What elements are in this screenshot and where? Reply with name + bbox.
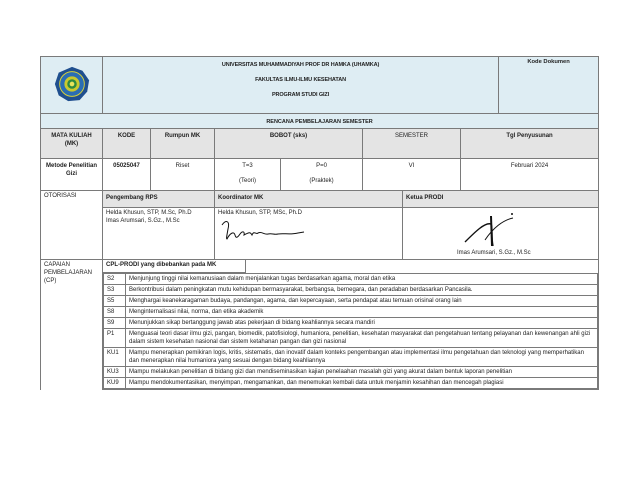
cpl-row [104, 329, 598, 348]
cpl-label: CPL-PRODI yang dibebankan pada MK [103, 260, 246, 273]
cpl-code: P1 [104, 329, 126, 348]
cpl-text: Mampu melakukan penelitian di bidang gizi dan mendiseminasikan kajian penelaahan masalah gizi yang akurat dalam bentuk laporan penelitian [126, 367, 598, 378]
doc-title: RENCANA PEMBELAJARAN SEMESTER [41, 114, 599, 129]
learning-outcomes-row [41, 260, 599, 390]
cpl-text: Menginternalisasi nilai, norma, dan etika akademik [126, 307, 598, 318]
cpl-row [104, 274, 598, 285]
learning-outcomes-label: CAPAIAN PEMBELAJARAN (CP) [41, 260, 103, 390]
university-name: UNIVERSITAS MUHAMMADIYAH PROF DR HAMKA (UHAMKA) [221, 62, 380, 68]
semester-value: VI [363, 159, 461, 191]
cpl-row [104, 318, 598, 329]
cpl-text: Menjunjung tinggi nilai kemanusiaan dalam menjalankan tugas berdasarkan agama, moral dan etika [126, 274, 598, 285]
institution-header [103, 57, 499, 114]
date-value: Februari 2024 [461, 159, 599, 191]
theory-label: (Teori) [238, 178, 256, 184]
authorization-label: OTORISASI [41, 191, 103, 260]
cpl-code: S3 [104, 285, 126, 296]
logo-cell [41, 57, 103, 114]
cpl-code: S9 [104, 318, 126, 329]
developer-1: Helda Khusun, STP, M.Sc, Ph.D [106, 210, 192, 216]
doc-code-cell [499, 57, 599, 114]
course-header-row [41, 129, 599, 159]
doc-code-label: Kode Dokumen [527, 59, 570, 65]
course-name: Metode Penelitian Gizi [41, 159, 103, 191]
cpl-code: S2 [104, 274, 126, 285]
course-cluster: Riset [151, 159, 215, 191]
cpl-list [103, 273, 598, 389]
course-header: MATA KULIAH (MK) [41, 129, 103, 159]
developer-2: Imas Arumsari, S.Gz., M.Sc [106, 218, 180, 224]
cpl-text: Mampu mendokumentasikan, menyimpan, mengamankan, dan menemukan kembali data untuk menjamin kesahihan dan mencegah plagiasi [126, 378, 598, 389]
cpl-text: Menunjukkan sikap bertanggung jawab atas pekerjaan di bidang keahliannya secara mandiri [126, 318, 598, 329]
theory-credits [215, 159, 281, 191]
head-cell [403, 208, 599, 260]
developers-cell [103, 208, 215, 260]
cpl-row [104, 348, 598, 367]
cpl-row [104, 378, 598, 389]
cpl-row [104, 367, 598, 378]
cpl-code: KU1 [104, 348, 126, 367]
date-header: Tgl Penyusunan [461, 129, 599, 159]
coordinator-label: Koordinator MK [215, 191, 403, 208]
head-name: Imas Arumsari, S.Gz., M.Sc [457, 250, 531, 256]
cpl-text: Menghargai keanekaragaman budaya, pandangan, agama, dan kepercayaan, serta pendapat atau temuan orisinal orang lain [126, 296, 598, 307]
course-code: 05025047 [103, 159, 151, 191]
credits-header: BOBOT (sks) [215, 129, 363, 159]
cpl-code: S8 [104, 307, 126, 318]
university-logo-icon [53, 65, 91, 103]
semester-header: SEMESTER [363, 129, 461, 159]
cpl-text: Mampu menerapkan pemikiran logis, kritis, sistematis, dan inovatif dalam konteks pengembangan atau implementasi ilmu pengetahuan dan teknologi yang memperhatikan dan menerapkan nilai humaniora yang sesuai dengan bidang keahliannya [126, 348, 598, 367]
program-name: PROGRAM STUDI GIZI [271, 92, 330, 98]
faculty-name: FAKULTAS ILMU-ILMU KESEHATAN [255, 77, 346, 83]
doc-title-row [41, 114, 599, 129]
practice-value: P=0 [316, 163, 327, 169]
cpl-cell [103, 260, 599, 390]
cpl-row [104, 285, 598, 296]
head-label: Ketua PRODI [403, 191, 599, 208]
header-row [41, 57, 599, 114]
cpl-code: KU9 [104, 378, 126, 389]
head-signature-icon [455, 210, 525, 250]
cluster-header: Rumpun MK [151, 129, 215, 159]
cpl-row [104, 307, 598, 318]
rps-document [40, 56, 598, 390]
practice-credits [281, 159, 363, 191]
theory-value: T=3 [242, 163, 253, 169]
coordinator-name: Helda Khusun, STP, MSc, Ph.D [218, 210, 302, 216]
rps-table [40, 56, 599, 390]
cpl-code: S5 [104, 296, 126, 307]
authorization-header-row [41, 191, 599, 208]
cpl-row [104, 296, 598, 307]
coordinator-cell [215, 208, 403, 260]
cpl-text: Berkontribusi dalam peningkatan mutu kehidupan bermasyarakat, berbangsa, bernegara, dan peradaban berdasarkan Pancasila. [126, 285, 598, 296]
course-values-row [41, 159, 599, 191]
cpl-code: KU3 [104, 367, 126, 378]
developer-label: Pengembang RPS [103, 191, 215, 208]
cpl-text: Menguasai teori dasar ilmu gizi, pangan, biomedik, patofisiologi, humaniora, penelitian, kesehatan masyarakat dan pengetahuan tentang pelayanan dan kewenangan ahli gizi dalam sistem kesehatan nasional dan sistem ketahanan pangan dan gizi nasional [126, 329, 598, 348]
authorization-values-row [41, 208, 599, 260]
practice-label: (Praktek) [309, 178, 334, 184]
coordinator-signature-icon [218, 217, 308, 243]
code-header: KODE [103, 129, 151, 159]
